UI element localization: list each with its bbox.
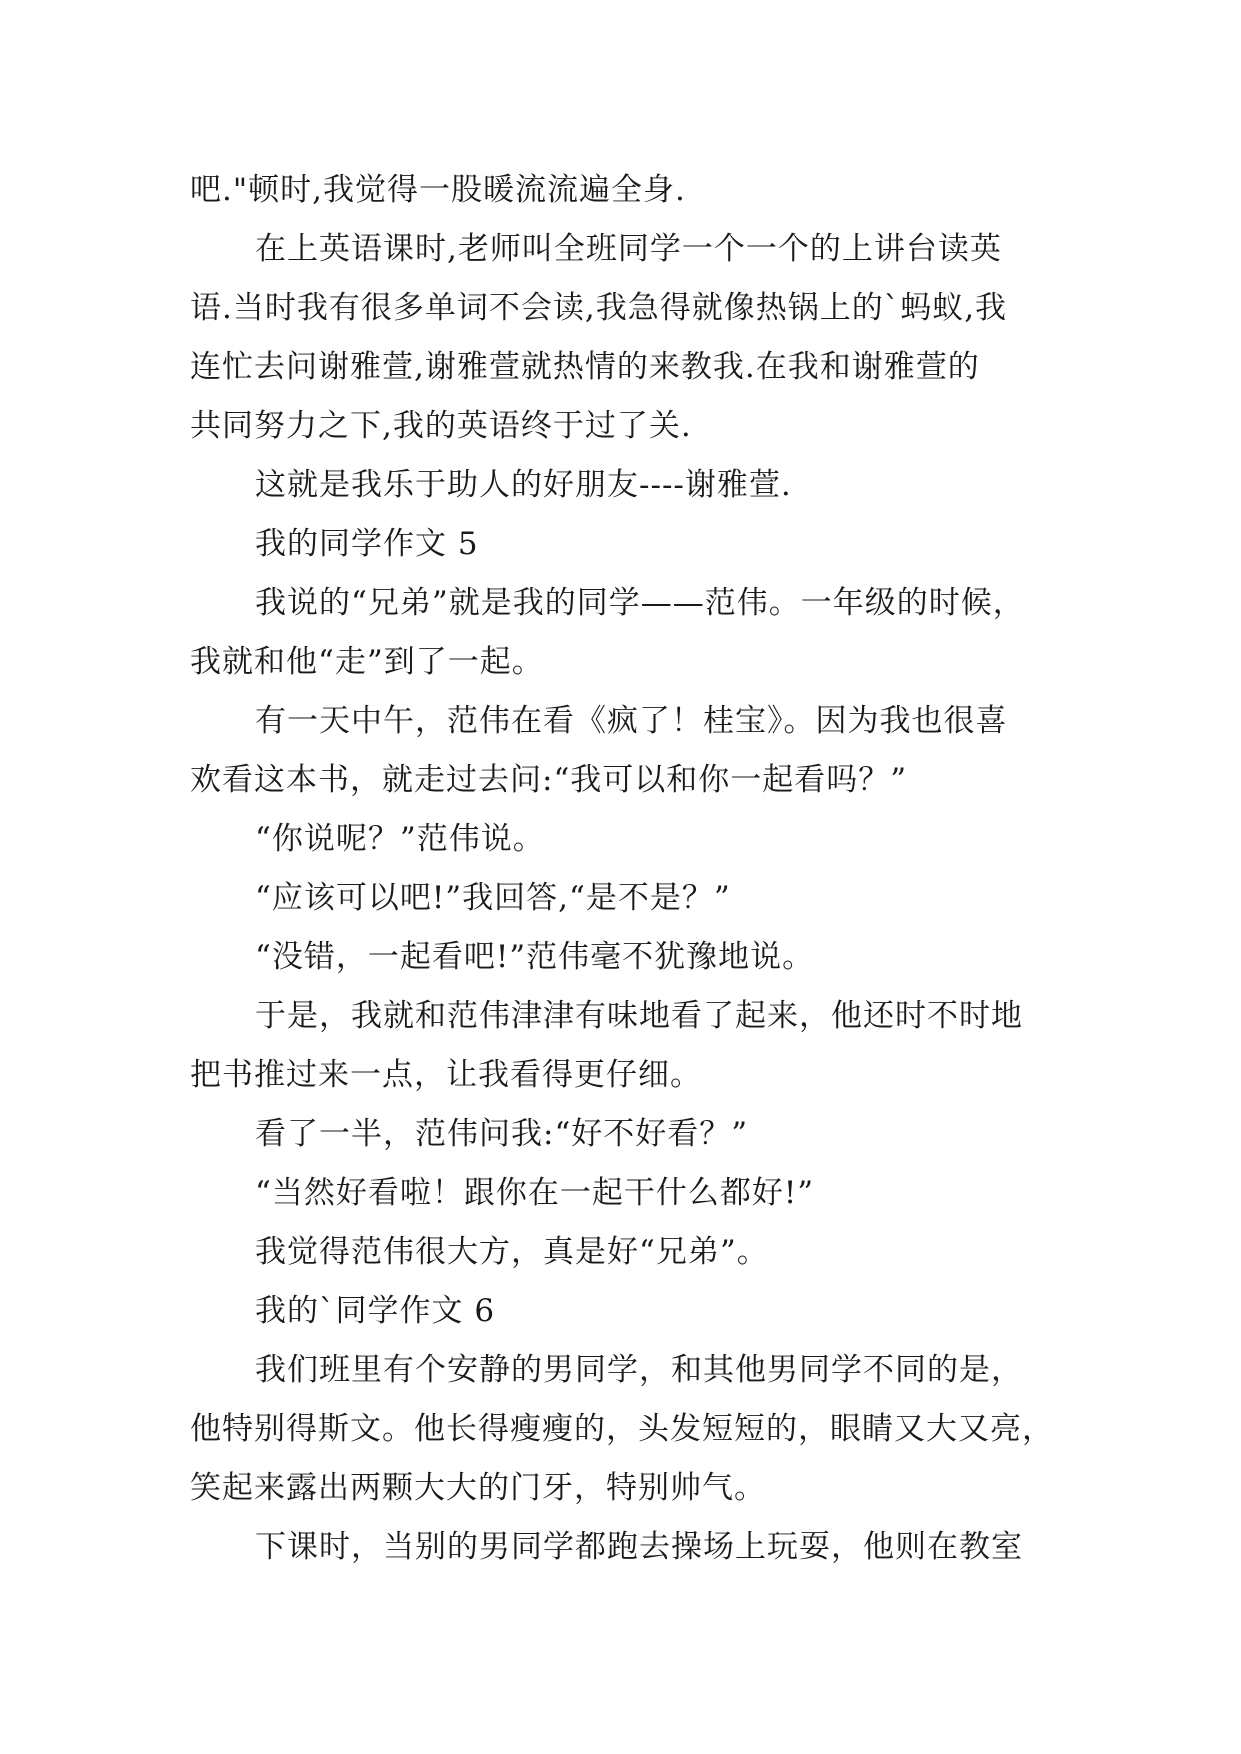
text-line: 把书推过来一点，让我看得更仔细。 [190,1057,702,1093]
text-line: 连忙去问谢雅萱,谢雅萱就热情的来教我.在我和谢雅萱的 [190,349,980,385]
text-line: 欢看这本书，就走过去问:“我可以和你一起看吗？” [190,762,908,798]
text-line: 共同努力之下,我的英语终于过了关. [190,408,692,444]
text-line: 我就和他“走”到了一起。 [190,644,544,680]
text-line: 有一天中午，范伟在看《疯了！桂宝》。因为我也很喜 [255,703,1008,739]
text-line: 笑起来露出两颗大大的门牙，特别帅气。 [190,1470,766,1506]
text-line: “没错，一起看吧!”范伟毫不犹豫地说。 [255,939,815,975]
text-line: 我觉得范伟很大方，真是好“兄弟”。 [255,1234,769,1270]
section-heading: 我的同学作文 5 [255,526,479,562]
text-line: 我说的“兄弟”就是我的同学——范伟。一年级的时候， [255,585,1025,621]
section-heading: 我的`同学作文 6 [255,1293,496,1329]
text-line: 他特别得斯文。他长得瘦瘦的，头发短短的，眼睛又大又亮， [190,1411,1054,1447]
text-line: 看了一半，范伟问我:“好不好看？” [255,1116,749,1152]
text-line: “当然好看啦！跟你在一起干什么都好!” [255,1175,815,1211]
text-line: 我们班里有个安静的男同学，和其他男同学不同的是， [255,1352,1023,1388]
text-line: 于是，我就和范伟津津有味地看了起来，他还时不时地 [255,998,1023,1034]
text-line: 在上英语课时,老师叫全班同学一个一个的上讲台读英 [255,231,1002,267]
text-line: “应该可以吧!”我回答,“是不是？” [255,880,731,916]
text-line: 下课时，当别的男同学都跑去操场上玩耍，他则在教室 [255,1529,1023,1565]
text-line: 语.当时我有很多单词不会读,我急得就像热锅上的`蚂蚁,我 [190,290,1008,326]
text-line: “你说呢？”范伟说。 [255,821,545,857]
text-line: 吧."顿时,我觉得一股暖流流遍全身. [190,172,686,208]
text-line: 这就是我乐于助人的好朋友----谢雅萱. [255,467,792,503]
